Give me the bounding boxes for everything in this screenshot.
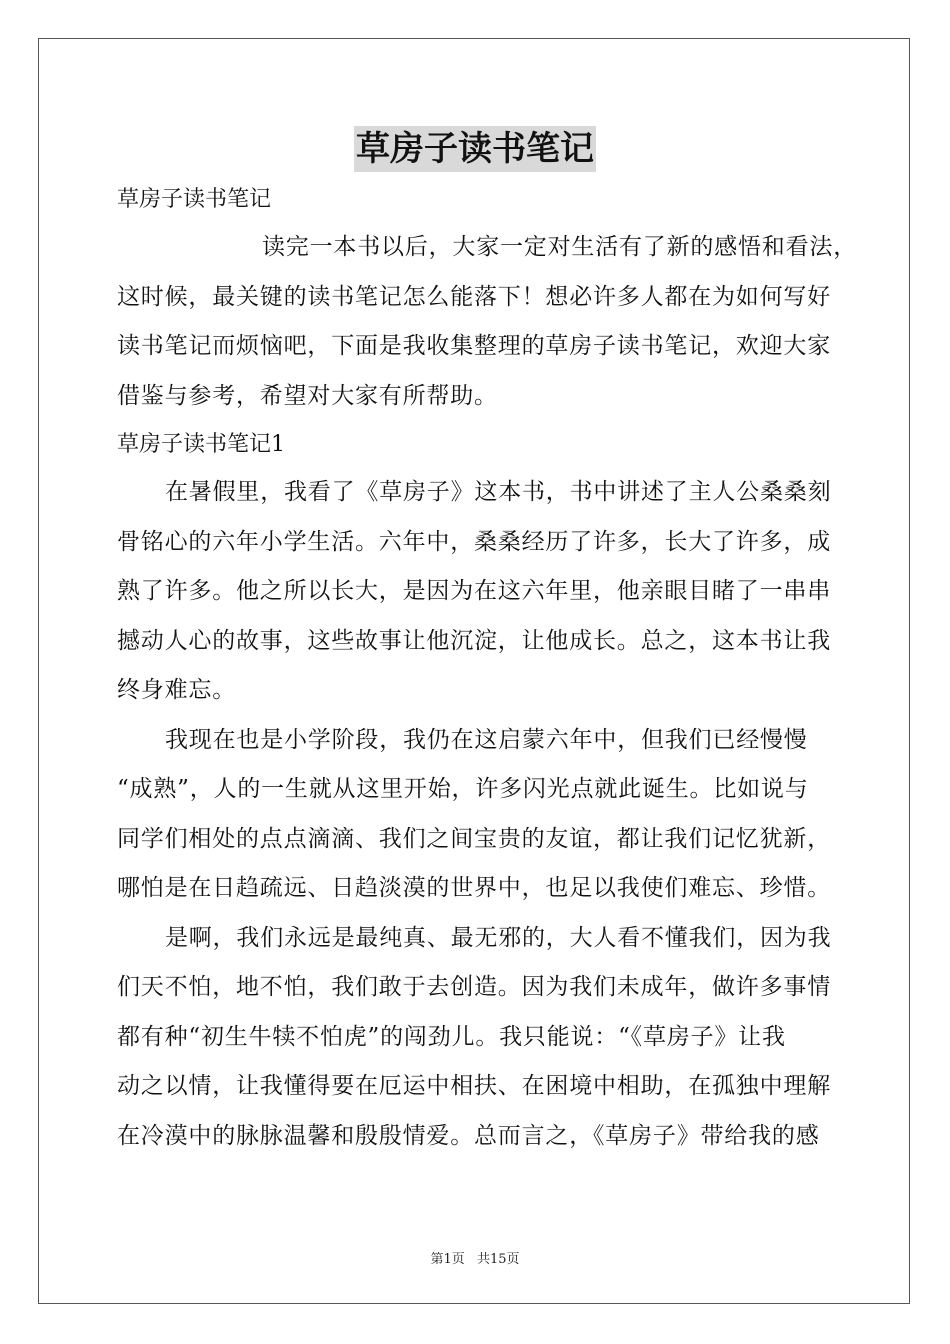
document-subtitle: 草房子读书笔记 [117, 187, 272, 212]
paragraph-line: 在暑假里，我看了《草房子》这本书，书中讲述了主人公桑桑刻 [165, 479, 832, 505]
page-total: 共15页 [476, 1252, 520, 1267]
intro-line: 读书笔记而烦恼吧，下面是我收集整理的草房子读书笔记，欢迎大家 [117, 333, 831, 359]
paragraph-line: 哪怕是在日趋疏远、日趋淡漠的世界中，也足以我使们难忘、珍惜。 [117, 875, 831, 901]
paragraph-line: 在冷漠中的脉脉温馨和殷殷情爱。总而言之，《草房子》带给我的感 [117, 1122, 820, 1149]
paragraph-line: 熟了许多。他之所以长大，是因为在这六年里，他亲眼目睹了一串串 [117, 578, 831, 604]
title-area [0, 126, 950, 172]
document-title: 草房子读书笔记 [354, 126, 596, 172]
paragraph-line: 我现在也是小学阶段，我仍在这启蒙六年中，但我们已经慢慢 [165, 726, 808, 753]
intro-line: 读完一本书以后，大家一定对生活有了新的感悟和看法， [262, 234, 857, 260]
page-footer [0, 1248, 950, 1267]
intro-line: 这时候，最关键的读书笔记怎么能落下！想必许多人都在为如何写好 [117, 283, 831, 310]
paragraph-line: 撼动人心的故事，这些故事让他沉淀，让他成长。总之，这本书让我 [117, 627, 831, 654]
paragraph-line: 骨铭心的六年小学生活。六年中，桑桑经历了许多，长大了许多，成 [117, 528, 831, 555]
document-body [117, 176, 857, 1161]
section-heading: 草房子读书笔记1 [117, 432, 285, 457]
paragraph-line: 终身难忘。 [117, 677, 236, 703]
paragraph-line: “成熟”，人的一生就从这里开始，许多闪光点就此诞生。比如说与 [117, 776, 809, 802]
paragraph-line: 们天不怕，地不怕，我们敢于去创造。因为我们未成年，做许多事情 [117, 974, 831, 1000]
paragraph-line: 都有种“初生牛犊不怕虎”的闯劲儿。我只能说：“《草房子》让我 [117, 1023, 786, 1050]
paragraph-line: 动之以情，让我懂得要在厄运中相扶、在困境中相助，在孤独中理解 [117, 1073, 831, 1099]
page-number: 第1页 [430, 1252, 465, 1267]
paragraph-line: 是啊，我们永远是最纯真、最无邪的，大人看不懂我们，因为我 [165, 924, 832, 951]
paragraph-line: 同学们相处的点点滴滴、我们之间宝贵的友谊，都让我们记忆犹新， [117, 825, 831, 852]
intro-line: 借鉴与参考，希望对大家有所帮助。 [117, 382, 498, 409]
